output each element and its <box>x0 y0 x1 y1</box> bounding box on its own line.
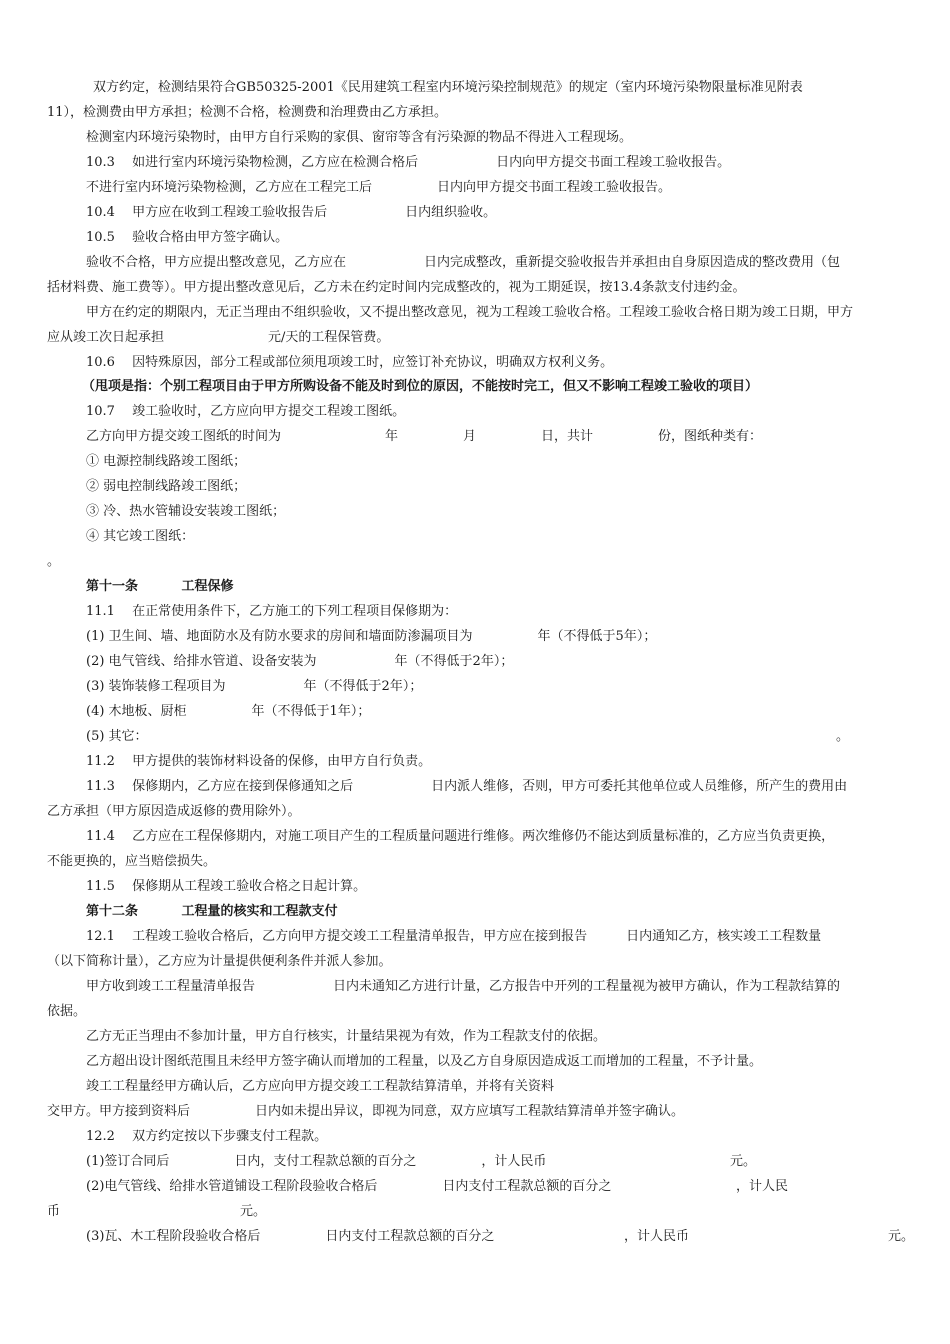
payment-step-3: (3)瓦、木工程阶段验收合格后 日内支付工程款总额的百分之 <box>86 1229 495 1244</box>
list-item: ③ 冷、热水管辅设安装竣工图纸； <box>86 504 286 519</box>
paragraph-line: 括材料费、施工费等）。甲方提出整改意见后，乙方未在约定时间内完成整改的，视为工期延误，按13.4条款支付违约金。 <box>47 280 746 295</box>
paragraph-line: 验收不合格，甲方应提出整改意见，乙方应在 日内完成整改，重新提交验收报告并承担由自身原因造成的整改费用（包 <box>86 255 841 270</box>
clause-12-1: 12.1 工程竣工验收合格后，乙方向甲方提交竣工工程量清单报告，甲方应在接到报告 日内通知乙方，核实竣工工程数量 <box>86 929 822 944</box>
paragraph-line: 应从竣工次日起承担 元/天的工程保管费。 <box>47 330 390 345</box>
list-item: (2) 电气管线、给排水管道、设备安装为 年（不得低于2年）； <box>86 654 514 669</box>
paragraph-line: （以下简称计量），乙方应为计量提供便利条件并派人参加。 <box>47 954 392 969</box>
list-item: (3) 装饰装修工程项目为 年（不得低于2年）； <box>86 679 423 694</box>
list-item: ④ 其它竣工图纸： <box>86 529 195 544</box>
paragraph-line: 乙方超出设计图纸范围且未经甲方签字确认而增加的工程量，以及乙方自身原因造成返工而增加的工程量，不予计量。 <box>86 1054 763 1069</box>
paragraph-line: 双方约定，检测结果符合GB50325-2001《民用建筑工程室内环境污染控制规范》的规定（室内环境污染物限量标准见附表 <box>93 80 803 95</box>
paragraph-line: 11），检测费由甲方承担；检测不合格，检测费和治理费由乙方承担。 <box>47 105 448 120</box>
list-item: ① 电源控制线路竣工图纸； <box>86 454 247 469</box>
list-item: (1) 卫生间、墙、地面防水及有防水要求的房间和墙面防渗漏项目为 年（不得低于5年）； <box>86 629 657 644</box>
yuan-suffix: 元。 <box>888 1229 915 1244</box>
rmb-label: ，计人民币 <box>624 1229 690 1244</box>
note-bold: （甩项是指：个别工程项目由于甲方所购设备不能及时到位的原因，不能按时完工，但又不影响工程竣工验收的项目） <box>82 379 759 394</box>
clause-10-5: 10.5 验收合格由甲方签字确认。 <box>86 230 289 245</box>
paragraph-line: 依据。 <box>47 1004 87 1019</box>
clause-11-2: 11.2 甲方提供的装饰材料设备的保修，由甲方自行负责。 <box>86 754 432 769</box>
yuan-suffix: 元。 <box>730 1154 757 1169</box>
paragraph-line: 不能更换的，应当赔偿损失。 <box>47 854 217 869</box>
clause-10-7: 10.7 竣工验收时，乙方应向甲方提交工程竣工图纸。 <box>86 404 406 419</box>
paragraph-line: 检测室内环境污染物时，由甲方自行采购的家俱、窗帘等含有污染源的物品不得进入工程现场。 <box>86 130 633 145</box>
paragraph-line: 不进行室内环境污染物检测，乙方应在工程完工后 日内向甲方提交书面工程竣工验收报告。 <box>86 180 672 195</box>
clause-10-3: 10.3 如进行室内环境污染物检测，乙方应在检测合格后 日内向甲方提交书面工程竣工验收报告。 <box>86 155 731 170</box>
period-mark: 。 <box>47 554 61 569</box>
clause-11-4: 11.4 乙方应在工程保修期内，对施工项目产生的工程质量问题进行维修。两次维修仍不能达到质量标准的，乙方应当负责更换， <box>86 829 835 844</box>
paragraph-line: 乙方无正当理由不参加计量，甲方自行核实，计量结果视为有效，作为工程款支付的依据。 <box>86 1029 607 1044</box>
paragraph-line: 乙方向甲方提交竣工图纸的时间为 年 月 日，共计 份，图纸种类有： <box>86 429 763 444</box>
paragraph-line: 甲方在约定的期限内，无正当理由不组织验收，又不提出整改意见，视为工程竣工验收合格。工程竣工验收合格日期为竣工日期，甲方 <box>86 305 854 320</box>
clause-11-3: 11.3 保修期内，乙方应在接到保修通知之后 日内派人维修，否则，甲方可委托其他单位或人员维修，所产生的费用由 <box>86 779 848 794</box>
payment-step-1: (1)签订合同后 日内，支付工程款总额的百分之 ，计人民币 <box>86 1154 547 1169</box>
clause-11-5: 11.5 保修期从工程竣工验收合格之日起计算。 <box>86 879 367 894</box>
list-item: (4) 木地板、厨柜 年（不得低于1年）； <box>86 704 371 719</box>
paragraph-line: 甲方收到竣工工程量清单报告 日内未通知乙方进行计量，乙方报告中开列的工程量视为被甲方确认，作为工程款结算的 <box>86 979 841 994</box>
paragraph-line: 乙方承担（甲方原因造成返修的费用除外）。 <box>47 804 301 819</box>
article-12-heading: 第十二条 工程量的核实和工程款支付 <box>86 904 338 919</box>
yuan-suffix: 元。 <box>240 1204 267 1219</box>
clause-11-1: 11.1 在正常使用条件下，乙方施工的下列工程项目保修期为： <box>86 604 458 619</box>
list-item: ② 弱电控制线路竣工图纸； <box>86 479 247 494</box>
period-mark: 。 <box>836 729 850 744</box>
clause-10-6: 10.6 因特殊原因，部分工程或部位须甩项竣工时，应签订补充协议，明确双方权利义务。 <box>86 355 614 370</box>
paragraph-line: 竣工工程量经甲方确认后，乙方应向甲方提交竣工工程款结算清单，并将有关资料 <box>86 1079 555 1094</box>
paragraph-line: 交甲方。甲方接到资料后 日内如未提出异议，即视为同意，双方应填写工程款结算清单并签字确认。 <box>47 1104 685 1119</box>
rmb-suffix: 币 <box>47 1204 61 1219</box>
list-item: (5) 其它： <box>86 729 148 744</box>
clause-10-4: 10.4 甲方应在收到工程竣工验收报告后 日内组织验收。 <box>86 205 497 220</box>
article-11-heading: 第十一条 工程保修 <box>86 579 234 594</box>
payment-step-2: (2)电气管线、给排水管道铺设工程阶段验收合格后 日内支付工程款总额的百分之 <box>86 1179 612 1194</box>
clause-12-2: 12.2 双方约定按以下步骤支付工程款。 <box>86 1129 328 1144</box>
rmb-label: ，计人民 <box>736 1179 789 1194</box>
